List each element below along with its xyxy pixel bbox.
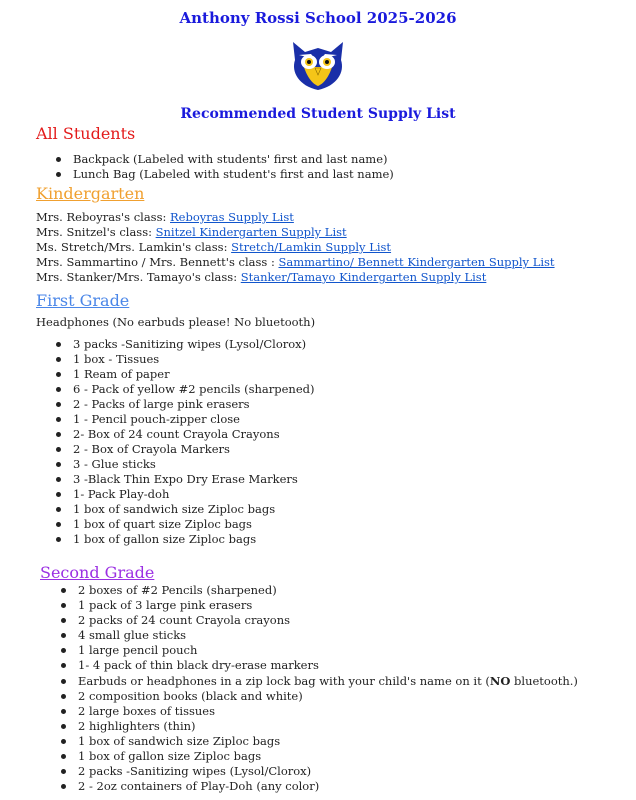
reboyras-supply-link[interactable]: Reboyras Supply List: [170, 210, 294, 224]
kindergarten-class-line: Mrs. Stanker/Mrs. Tamayo's class: Stanker/Tamayo Kindergarten Supply List: [36, 270, 487, 284]
kindergarten-class-line: Mrs. Reboyras's class: Reboyras Supply List: [36, 210, 294, 224]
kindergarten-class-line: Mrs. Snitzel's class: Snitzel Kindergarten Supply List: [36, 225, 347, 239]
page-title: Anthony Rossi School 2025-2026: [179, 9, 457, 27]
kindergarten-class-line: Mrs. Sammartino / Mrs. Bennett's class : Sammartino/ Bennett Kindergarten Supply List: [36, 255, 555, 269]
headphones-note: Headphones (No earbuds please! No bluetooth): [36, 315, 316, 329]
snitzel-supply-link[interactable]: Snitzel Kindergarten Supply List: [155, 225, 347, 239]
page-subtitle: Recommended Student Supply List: [180, 106, 456, 122]
heading-second-grade: Second Grade: [40, 563, 155, 582]
heading-first-grade: First Grade: [36, 291, 130, 310]
heading-all-students: All Students: [36, 124, 136, 143]
heading-kindergarten: Kindergarten: [36, 184, 145, 203]
owl-logo-icon: [287, 38, 349, 92]
stretch-lamkin-supply-link[interactable]: Stretch/Lamkin Supply List: [231, 240, 392, 254]
stanker-tamayo-supply-link[interactable]: Stanker/Tamayo Kindergarten Supply List: [240, 270, 487, 284]
sammartino-bennett-supply-link[interactable]: Sammartino/ Bennett Kindergarten Supply List: [278, 255, 555, 269]
kindergarten-class-line: Ms. Stretch/Mrs. Lamkin's class: Stretch/Lamkin Supply List: [36, 240, 392, 254]
supply-list-page: Anthony Rossi School 2025-2026 Recommended Student Supply List All Students Backpack (Labeled with students' first and last name) Lunch Bag (Labeled with student's first and last name) Kindergarten Mrs. Reboyras's class: Reboyras Supply List Mrs. Snitzel's class: Snitzel Kindergarten Supply List Ms. Stretch/Mrs. Lamkin's class: Stretch/Lamkin Supply List Mrs. Sammartino / Mrs. Bennett's class : Sammartino/ Bennett Kindergarten Supply List Mrs. Stanker/Mrs. Tamayo's class: Stanker/Tamayo Kindergarten Supply List First Grade Headphones (No earbuds please! No bluetooth) 3 packs -Sanitizing wipes (Lysol/Clorox) 1 box - Tissues 1 Ream of paper 6 - Pack of yellow #2 pencils (sharpened) 2 - Packs of large pink erasers 1 - Pencil pouch-zipper close 2- Box of 24 count Crayola Crayons 2 - Box of Crayola Markers 3 - Glue sticks 3 -Black Thin Expo Dry Erase Markers 1- Pack Play-doh 1 box of sandwich size Ziploc bags 1 box of quart size Ziploc bags 1 box of gallon size Ziploc bags Second Grade 2 boxes of #2 Pencils (sharpened) 1 pack of 3 large pink erasers 2 packs of 24 count Crayola crayons 4 small glue sticks 1 large pencil pouch 1- 4 pack of thin black dry-erase markers Earbuds or headphones in a zip lock bag with your child's name on it (NO bluetooth.) 2 composition books (black and white) 2 large boxes of tissues 2 highlighters (thin) 1 box of sandwich size Ziploc bags 1 box of gallon size Ziploc bags 2 packs -Sanitizing wipes (Lysol/Clorox) 2 - 2oz containers of Play-Doh (any color): [0, 0, 636, 800]
